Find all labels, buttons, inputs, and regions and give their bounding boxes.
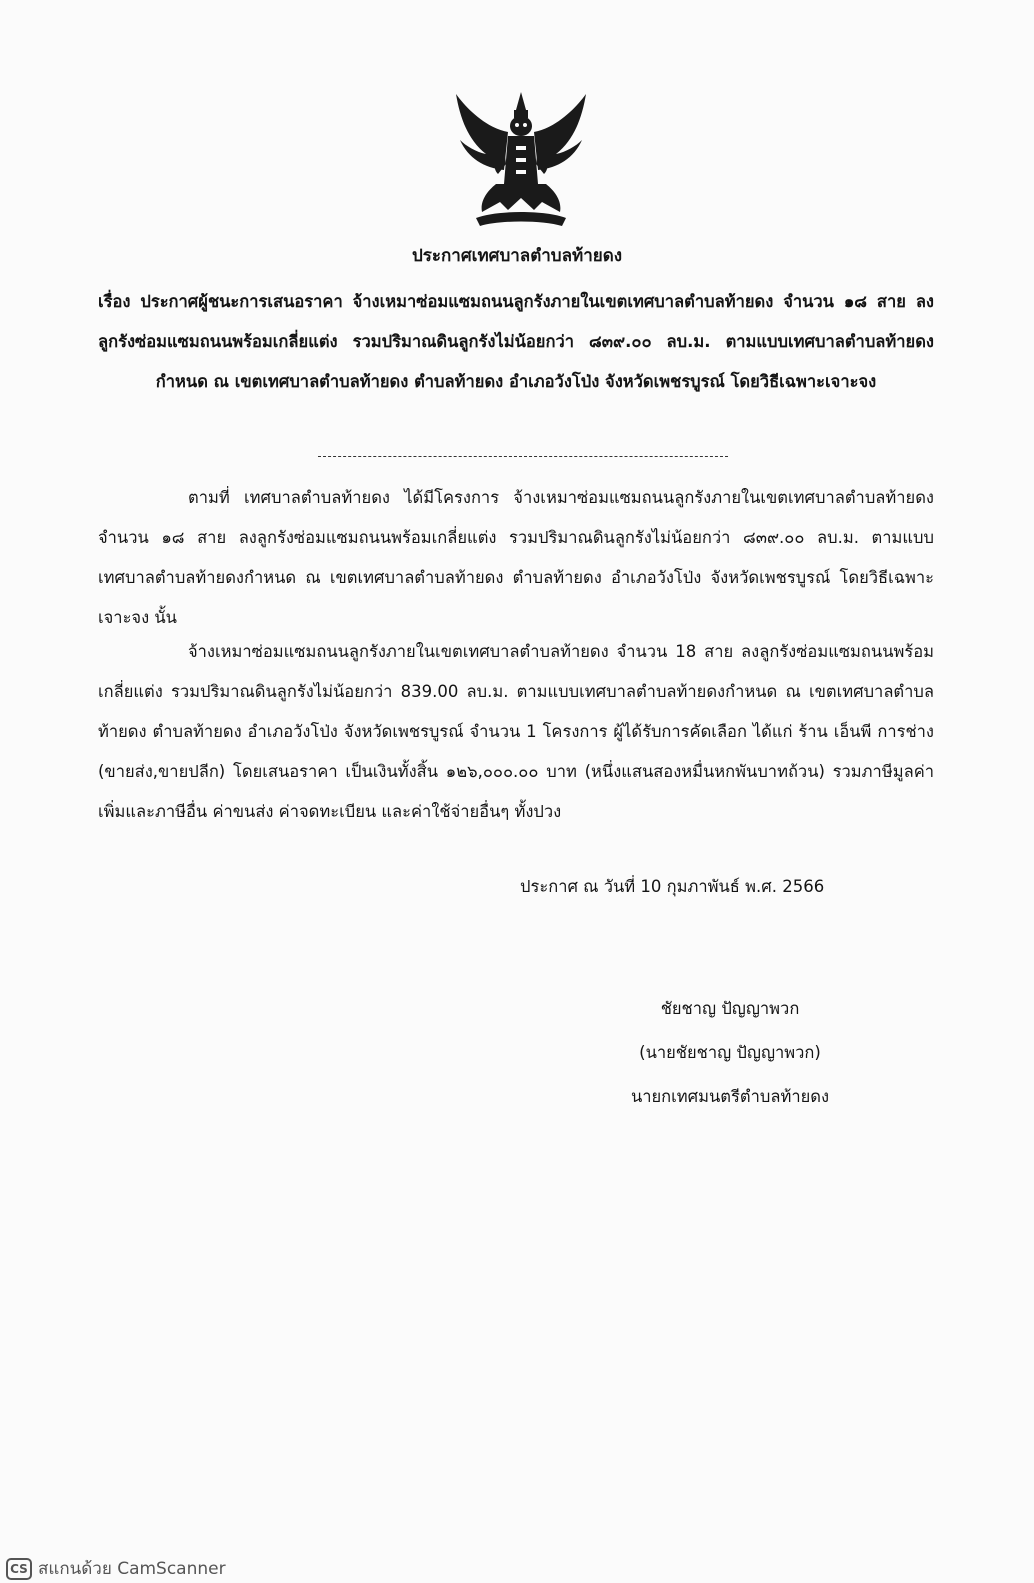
body-paragraph-1: ตามที่ เทศบาลตำบลท้ายดง ได้มีโครงการ จ้างเหมาซ่อมแซมถนนลูกรังภายในเขตเทศบาลตำบลท้ายดง จำนวน ๑๘ สาย ลงลูกรังซ่อมแซมถนนพร้อมเกลี่ยแต่ง รวมปริมาณดินลูกรังไม่น้อยกว่า ๘๓๙.๐๐ ลบ.ม. ตามแบบเทศบาลตำบลท้ายดงกำหนด ณ เขตเทศบาลตำบลท้ายดง ตำบลท้ายดง อำเภอวังโป่ง จังหวัดเพชรบูรณ์ โดยวิธีเฉพาะเจาะจง นั้น xyxy=(98,488,934,627)
announcement-date: ประกาศ ณ วันที่ 10 กุมภาพันธ์ พ.ศ. 2566 xyxy=(520,877,825,896)
signatory-position: นายกเทศมนตรีตำบลท้ายดง xyxy=(630,1087,830,1106)
scanner-footer-text: สแกนด้วย CamScanner xyxy=(38,1559,226,1579)
document-title: ประกาศเทศบาลตำบลท้ายดง xyxy=(411,246,623,266)
garuda-emblem-icon xyxy=(446,88,596,233)
section-divider xyxy=(318,456,728,457)
scanner-footer xyxy=(6,1555,226,1582)
signatory-full-name: (นายชัยชาญ ปัญญาพวก) xyxy=(639,1043,821,1062)
signature-name: ชัยชาญ ปัญญาพวก xyxy=(660,999,800,1018)
camscanner-logo-icon: CS xyxy=(6,1558,32,1580)
body-paragraph-2: จ้างเหมาซ่อมแซมถนนลูกรังภายในเขตเทศบาลตำบลท้ายดง จำนวน 18 สาย ลงลูกรังซ่อมแซมถนนพร้อมเกลี่ยแต่ง รวมปริมาณดินลูกรังไม่น้อยกว่า 839.00 ลบ.ม. ตามแบบเทศบาลตำบลท้ายดงกำหนด ณ เขตเทศบาลตำบลท้ายดง ตำบลท้ายดง อำเภอวังโป่ง จังหวัดเพชรบูรณ์ จำนวน 1 โครงการ ผู้ได้รับการคัดเลือก ได้แก่ ร้าน เอ็นพี การช่าง (ขายส่ง,ขายปลีก) โดยเสนอราคา เป็นเงินทั้งสิ้น ๑๒๖,๐๐๐.๐๐ บาท (หนึ่งแสนสองหมื่นหกพันบาทถ้วน) รวมภาษีมูลค่าเพิ่มและภาษีอื่น ค่าขนส่ง ค่าจดทะเบียน และค่าใช้จ่ายอื่นๆ ทั้งปวง xyxy=(98,642,934,821)
document-subject: เรื่อง ประกาศผู้ชนะการเสนอราคา จ้างเหมาซ่อมแซมถนนลูกรังภายในเขตเทศบาลตำบลท้ายดง จำนวน ๑๘ สาย ลงลูกรังซ่อมแซมถนนพร้อมเกลี่ยแต่ง รวมปริมาณดินลูกรังไม่น้อยกว่า ๘๓๙.๐๐ ลบ.ม. ตามแบบเทศบาลตำบลท้ายดงกำหนด ณ เขตเทศบาลตำบลท้ายดง ตำบลท้ายดง อำเภอวังโป่ง จังหวัดเพชรบูรณ์ โดยวิธีเฉพาะเจาะจง xyxy=(98,292,934,391)
